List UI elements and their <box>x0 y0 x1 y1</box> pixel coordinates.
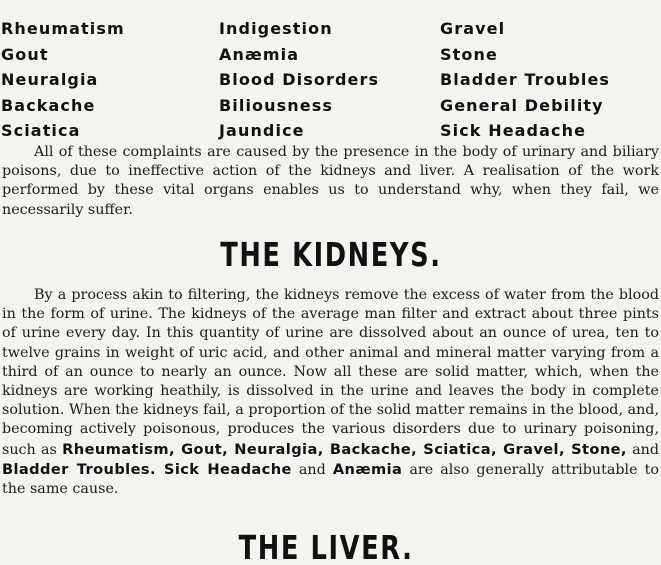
ailment-item: Stone <box>440 44 498 64</box>
kidneys-bold-ailments: Rheumatism, Gout, Neuralgia, Backache, Sciatica, Gravel, Stone, <box>62 440 627 458</box>
ailment-item: Jaundice <box>219 121 305 140</box>
ailment-item: Neuralgia <box>1 70 99 89</box>
kidneys-paragraph <box>2 286 659 499</box>
ailment-item: Sciatica <box>1 121 81 140</box>
ailment-item: Anæmia <box>219 44 300 64</box>
ailment-item: Gout <box>1 44 49 64</box>
kidneys-heading-text: THE KIDNEYS. <box>219 235 442 274</box>
ailment-column-1 <box>1 16 125 144</box>
kidneys-bold-ailments: Anæmia <box>332 460 403 478</box>
intro-paragraph: All of these complaints are caused by the presence in the body of urinary and biliary poisons, due to ineffective action of the kidneys and liver. A realisation of the work performed by these vital organs enables us to understand why, when they fail, we necessarily suffer. <box>2 144 659 218</box>
ailment-item: Sick Headache <box>440 121 587 140</box>
ailment-item: Gravel <box>440 19 506 38</box>
ailment-column-2 <box>219 16 379 144</box>
liver-heading-text: THE LIVER. <box>239 528 414 565</box>
kidneys-body-text: By a process akin to filtering, the kidneys remove the excess of water from the blood in the form of urine. The kidneys of the average man filter and extract about three pints of urine every day. In this quantity of urine are dissolved about an ounce of urea, ten to twelve grains in weight of uric acid, and other animal and mineral matter varying from a third of an ounce to nearly an ounce. Now all these are solid matter, which, when the kidneys are working heathily, is dissolved in the urine and leaves the body in complete solution. When the kidneys fail, a proportion of the solid matter remains in the blood, and, becoming actively poisonous, produces the various disorders due to urinary poisoning, such as <box>2 287 659 458</box>
kidneys-joiner-text: and <box>291 461 333 478</box>
ailment-column-3 <box>440 16 610 144</box>
liver-heading <box>0 528 657 565</box>
ailment-item: Indigestion <box>219 19 333 38</box>
ailment-item: Rheumatism <box>1 19 125 38</box>
kidneys-end-text: are also generally attributable to the same cause. <box>2 461 659 498</box>
ailment-item: Backache <box>1 95 96 115</box>
ailment-list <box>0 16 661 144</box>
ailment-item: Bladder Troubles <box>440 70 611 89</box>
ailment-item: General Debility <box>440 95 604 115</box>
kidneys-joiner-text: and <box>626 441 660 458</box>
ailment-item: Biliousness <box>219 95 333 115</box>
kidneys-heading <box>0 235 661 275</box>
ailment-item: Blood Disorders <box>219 70 380 89</box>
kidneys-bold-ailments: Bladder Troubles. Sick Headache <box>2 460 292 478</box>
